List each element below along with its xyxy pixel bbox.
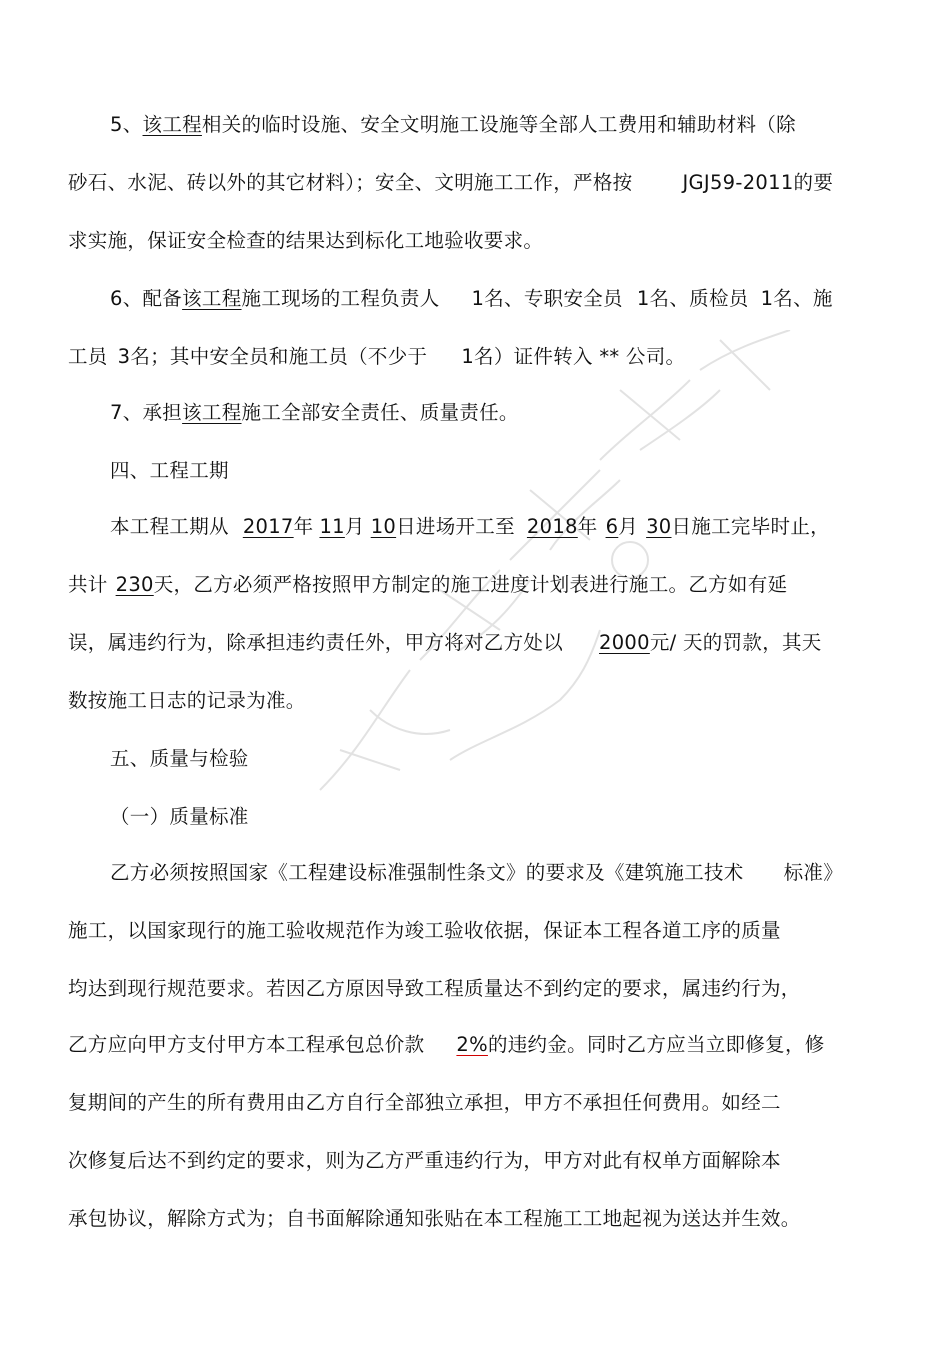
section-heading: 四、工程工期	[110, 459, 229, 482]
paragraph-line: 乙方应向甲方支付甲方本工程承包总价款 2%的违约金。同时乙方应当立即修复，修	[68, 1033, 825, 1056]
paragraph-line: 砂石、水泥、砖以外的其它材料）；安全、文明施工工作，严格按 JGJ59-2011的要	[68, 171, 834, 194]
paragraph-line: 7、承担该工程施工全部安全责任、质量责任。	[110, 401, 519, 424]
paragraph-line: 数按施工日志的记录为准。	[68, 689, 306, 712]
paragraph-line: 6、配备该工程施工现场的工程负责人 1名、专职安全员 1名、质检员 1名、施	[110, 287, 833, 310]
paragraph-line: 工员 3名；其中安全员和施工员（不少于 1名）证件转入 ** 公司。	[68, 345, 686, 368]
subsection-heading: （一）质量标准	[110, 805, 249, 828]
paragraph-line: 承包协议，解除方式为；自书面解除通知张贴在本工程施工工地起视为送达并生效。	[68, 1207, 801, 1230]
paragraph-line: 乙方必须按照国家《工程建设标准强制性条文》的要求及《建筑施工技术 标准》	[110, 861, 844, 884]
paragraph-line: 施工，以国家现行的施工验收规范作为竣工验收依据，保证本工程各道工序的质量	[68, 919, 781, 942]
paragraph-line: 求实施，保证安全检查的结果达到标化工地验收要求。	[68, 229, 544, 252]
paragraph-line: 5、该工程相关的临时设施、安全文明施工设施等全部人工费用和辅助材料（除	[110, 113, 796, 136]
section-heading: 五、质量与检验	[110, 747, 249, 770]
paragraph-line: 次修复后达不到约定的要求，则为乙方严重违约行为，甲方对此有权单方面解除本	[68, 1149, 781, 1172]
paragraph-line: 均达到现行规范要求。若因乙方原因导致工程质量达不到约定的要求，属违约行为，	[68, 977, 801, 1000]
paragraph-line: 复期间的产生的所有费用由乙方自行全部独立承担，甲方不承担任何费用。如经二	[68, 1091, 781, 1114]
paragraph-line: 共计 230天，乙方必须严格按照甲方制定的施工进度计划表进行施工。乙方如有延	[68, 573, 788, 596]
paragraph-line: 误，属违约行为，除承担违约责任外，甲方将对乙方处以 2000元/ 天的罚款，其天	[68, 631, 822, 654]
paragraph-line: 本工程工期从 2017年 11月 10日进场开工至 2018年 6月 30日施工完毕时止，	[110, 515, 830, 538]
